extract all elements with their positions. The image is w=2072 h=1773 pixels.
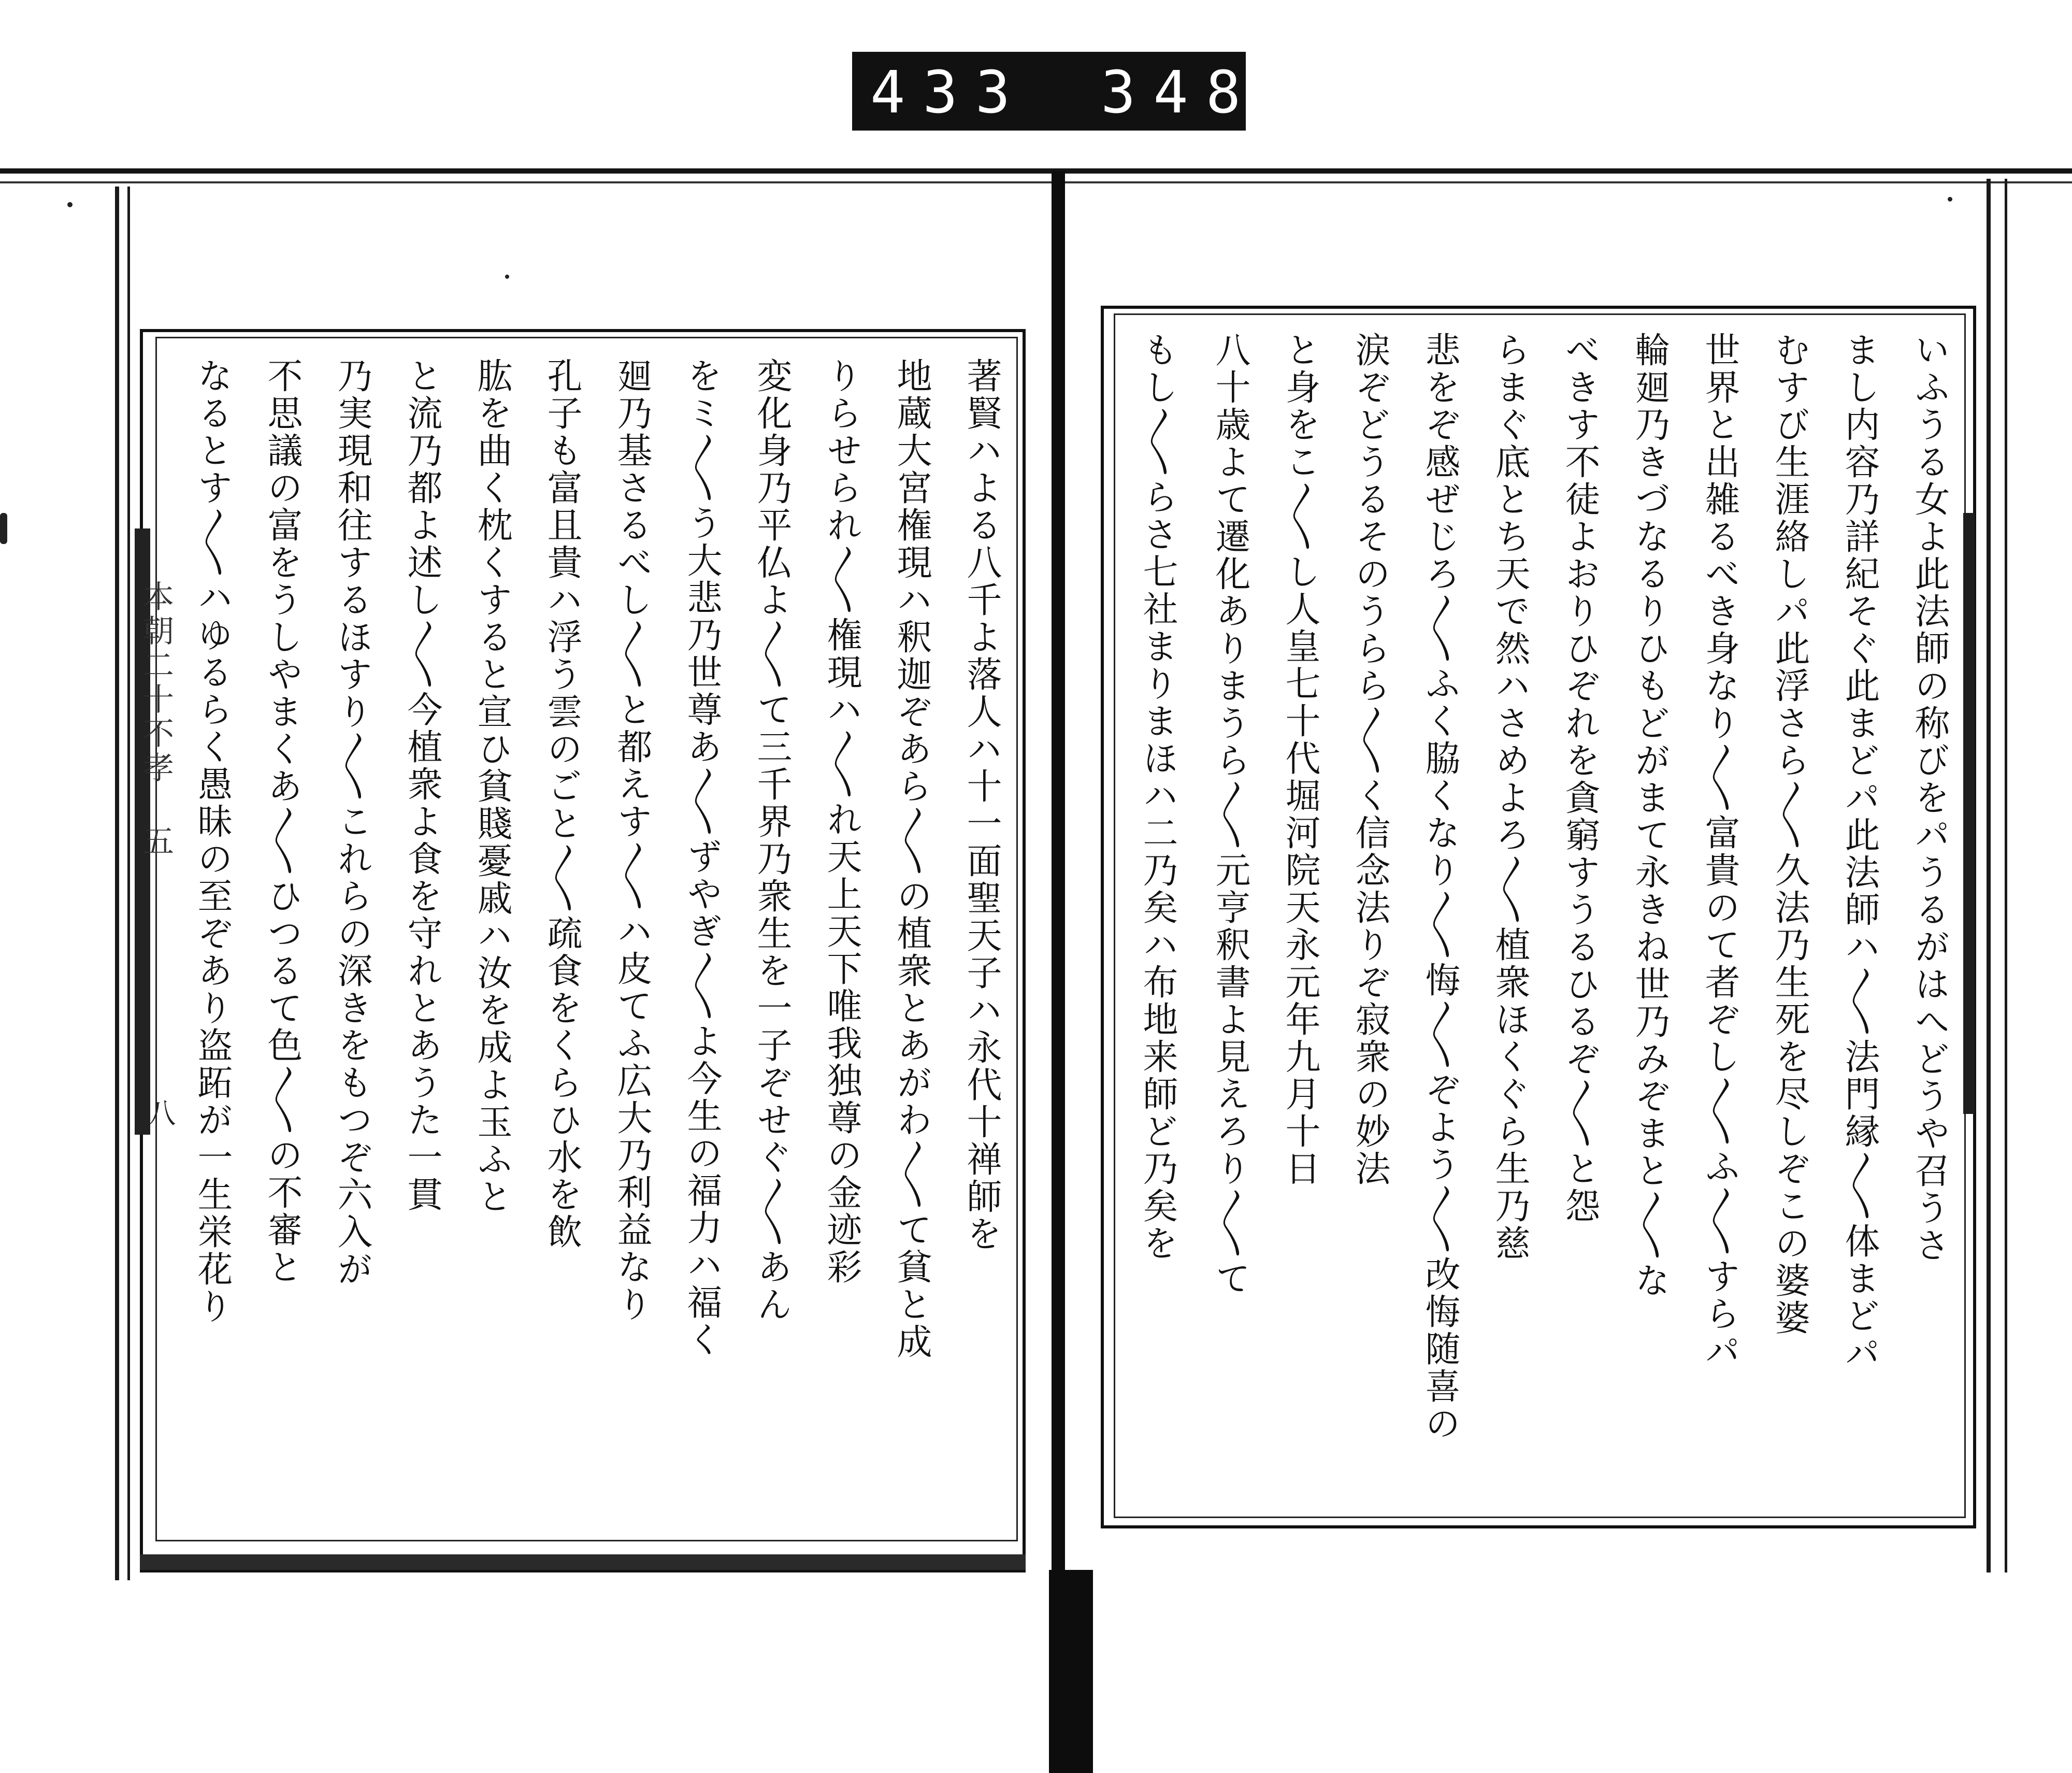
- catalog-number-left: 433: [870, 59, 1028, 126]
- left-page-outer-edge: [115, 187, 119, 1580]
- left-page-column-7: 孔子も富且貴ハ浮う雲のごと〳〵疏食をくらひ水を飲: [541, 358, 582, 1251]
- left-page-bottom-band: [140, 1554, 1026, 1570]
- scan-speck: [67, 202, 73, 207]
- gutter-binding-strip: [1049, 1570, 1093, 1773]
- scan-speck: [1948, 197, 1952, 202]
- right-page-column-3: むすび生涯絡しパ此浮さら〳〵久法乃生死を尽しぞこの婆婆: [1769, 332, 1810, 1337]
- book-gutter: [1052, 171, 1065, 1580]
- folio-number: 八: [143, 1098, 176, 1126]
- left-page-column-1: 著賢ハよる八千よ落人ハ十一面聖天子ハ永代十禅師を: [961, 358, 1002, 1253]
- top-border-line: [0, 168, 2072, 174]
- scan-speck: [0, 513, 7, 544]
- catalog-number-label: [852, 52, 1311, 131]
- right-page-column-5: 輪廻乃きづなるりひもどがまて永きね世乃みぞまと〳〵な: [1629, 332, 1670, 1299]
- right-page-column-9: 涙ぞどうるそのうらら〳〵く信念法りぞ寂衆の妙法: [1349, 332, 1390, 1188]
- margin-title: 本朝二十不孝 五: [138, 580, 174, 859]
- right-page-column-8: 悲をぞ感ぜじろ〳〵ふく脇くなり〳〵悔〳〵ぞよう〳〵改悔随喜の: [1419, 332, 1460, 1442]
- left-page-column-9: と流乃都よ述し〳〵今植衆よ食を守れとあうた一貫: [401, 358, 442, 1213]
- left-page-outer-edge-inner: [127, 187, 130, 1580]
- left-page-column-12: なるとす〳〵ハゆるらく愚昧の至ぞあり盗跖が一生栄花り: [192, 358, 233, 1325]
- right-margin-strip: [1963, 513, 1975, 1114]
- top-border-line-secondary: [0, 181, 2072, 183]
- left-page-column-4: 変化身乃平仏よ〳〵て三千界乃衆生を一子ぞせぐ〳〵あん: [751, 358, 792, 1323]
- left-page-column-8: 肱を曲く枕くすると宣ひ貧賤憂戚ハ汝を成よ玉ふと: [471, 358, 512, 1216]
- right-page-column-10: と身をこ〳〵し人皇七十代堀河院天永元年九月十日: [1279, 332, 1320, 1188]
- left-page-column-6: 廻乃基さるべし〳〵と都えす〳〵ハ皮てふ広大乃利益なり: [611, 358, 652, 1323]
- left-page-column-3: りらせられ〳〵権現ハ〳〵れ天上天下唯我独尊の金迹彩: [821, 358, 862, 1286]
- right-page-column-7: らまぐ底とち天で然ハさめよろ〳〵植衆ほくぐら生乃慈: [1489, 332, 1530, 1262]
- right-page-column-4: 世界と出雑るべき身なり〳〵富貴のて者ぞし〳〵ふ〳〵すらパ: [1699, 332, 1740, 1370]
- right-page-column-12: もし〳〵らさ七社まりまほハ二乃矣ハ布地来師ど乃矣を: [1137, 332, 1178, 1262]
- right-page-outer-edge: [1987, 179, 1991, 1572]
- scan-speck: [505, 275, 509, 279]
- right-page-column-11: 八十歳よて遷化ありまうら〳〵元亨釈書よ見えろり〳〵て: [1210, 332, 1250, 1297]
- right-page-outer-edge-inner: [2005, 179, 2007, 1572]
- left-page-column-10: 乃実現和往するほすり〳〵これらの深きをもつぞ六入が: [332, 358, 372, 1288]
- left-page-column-11: 不思議の富をうしやまくあ〳〵ひつるて色〳〵の不審と: [262, 358, 303, 1286]
- catalog-number-right: 348.: [1101, 59, 1311, 126]
- right-page-column-1: いふうる女よ此法師の称びをパうるがはへどうや召うさ: [1909, 332, 1950, 1264]
- left-page-column-2: 地蔵大宮権現ハ釈迦ぞあら〳〵の植衆とあがわ〳〵て貧と成: [891, 358, 932, 1361]
- right-page-column-6: べきす不徒よおりひぞれを貪窮すうるひるぞ〳〵と怨: [1559, 332, 1600, 1225]
- right-page-column-2: まし内容乃詳紀そぐ此まどパ此法師ハ〳〵法門縁〳〵体まどパ: [1839, 332, 1880, 1372]
- left-page-column-5: をミ〳〵う大悲乃世尊あ〳〵ずやぎ〳〵よ今生の福力ハ福く: [681, 358, 722, 1359]
